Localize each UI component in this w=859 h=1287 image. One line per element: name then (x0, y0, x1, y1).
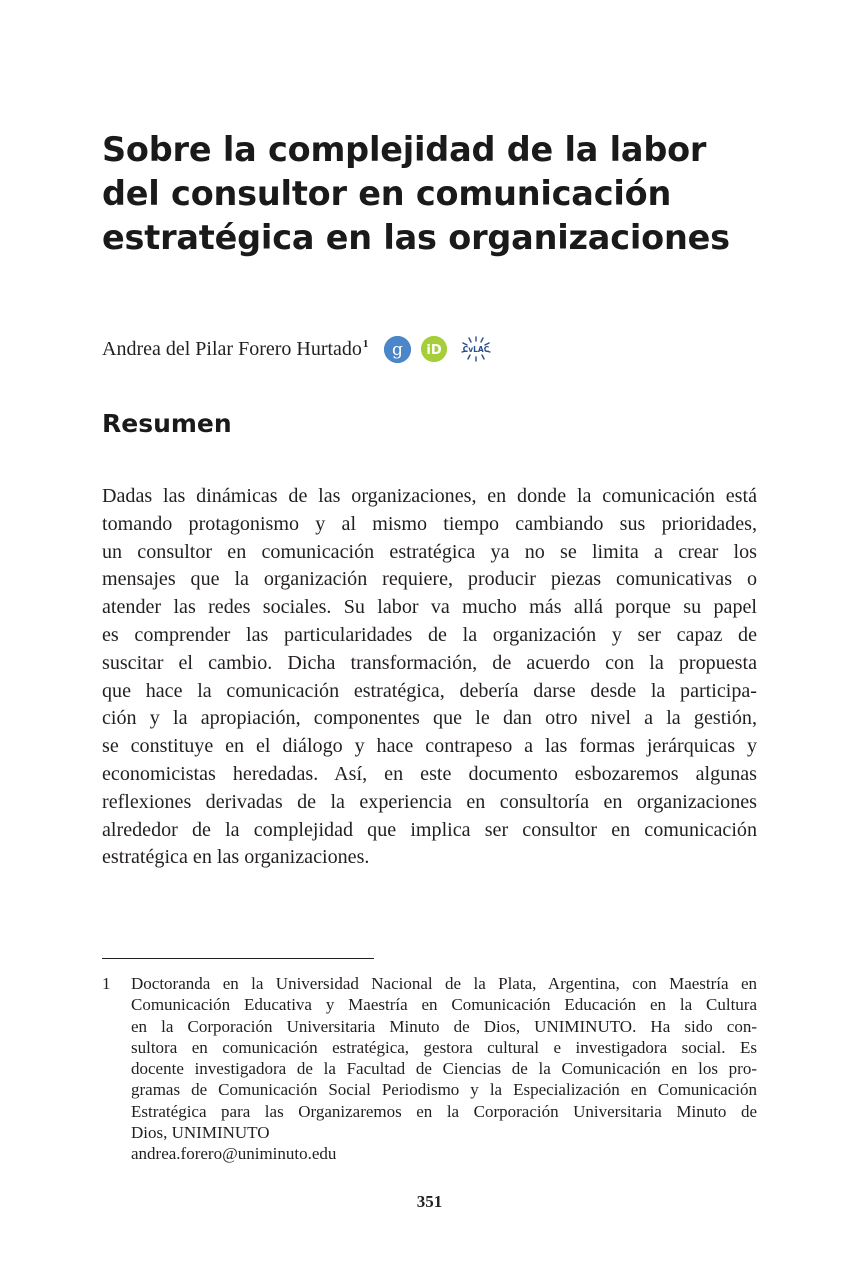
author-line (102, 334, 505, 364)
abstract-line: es comprender las particularidades de la organización y ser capaz de (102, 623, 757, 646)
abstract-line: tomando protagonismo y al mismo tiempo cambiando sus prioridades, (102, 512, 757, 535)
svg-text:iD: iD (426, 343, 443, 358)
footnote-line: gramas de Comunicación Social Periodismo y la Especialización en Comunicación (131, 1080, 757, 1100)
abstract-line: economicistas heredadas. Así, en este documento esbozaremos algunas (102, 762, 757, 785)
abstract-line: atender las redes sociales. Su labor va mucho más allá porque su papel (102, 596, 757, 619)
abstract-paragraph (102, 483, 757, 872)
footnote-text (131, 973, 757, 1165)
abstract-line: Dadas las dinámicas de las organizaciones, en donde la comunicación está (102, 485, 757, 507)
abstract-line: mensajes que la organización requiere, producir piezas comunicativas o (102, 568, 757, 591)
footnote-line: Estratégica para las Organizaremos en la Corporación Universitaria Minuto de (131, 1101, 757, 1121)
abstract-line: ción y la apropiación, componentes que le dan otro nivel a la gestión, (102, 707, 757, 730)
footnote-line: Doctoranda en la Universidad Nacional de la Plata, Argentina, con Maestría en (131, 974, 757, 993)
abstract-line: se constituye en el diálogo y hace contrapeso a las formas jerárquicas y (102, 735, 757, 758)
footnote-number: 1 (102, 974, 111, 993)
title-line: estratégica en las organizaciones (102, 218, 730, 257)
orcid-icon[interactable] (421, 336, 447, 362)
abstract-line: reflexiones derivadas de la experiencia en consultoría en organizaciones (102, 790, 757, 813)
author-name: Andrea del Pilar Forero Hurtado (102, 337, 362, 360)
author-profile-links (384, 334, 505, 364)
abstract-line: suscitar el cambio. Dicha transformación, de acuerdo con la propuesta (102, 651, 757, 674)
title-line: Sobre la complejidad de la labor (102, 130, 707, 169)
svg-text:CvLAC: CvLAC (463, 345, 490, 354)
google-scholar-icon[interactable] (384, 336, 411, 363)
abstract-line: un consultor en comunicación estratégica ya no se limita a crear los (102, 540, 757, 563)
abstract-line: estratégica en las organizaciones. (102, 846, 370, 869)
footnote-line: Comunicación Educativa y Maestría en Comunicación Educación en la Cultura (131, 995, 757, 1015)
cvlac-icon[interactable] (457, 334, 495, 364)
footnote-separator (102, 958, 374, 959)
title-line: del consultor en comunicación (102, 174, 672, 213)
footnote-line: sultora en comunicación estratégica, gestora cultural e investigadora social. Es (131, 1037, 757, 1057)
footnote-line: docente investigadora de la Facultad de Ciencias de la Comunicación en los pro- (131, 1059, 757, 1079)
abstract-line: que hace la comunicación estratégica, debería darse desde la participa- (102, 679, 757, 702)
author-footnote-mark[interactable]: 1 (362, 338, 369, 350)
author-email-link[interactable]: andrea.forero@uniminuto.edu (131, 1144, 337, 1164)
svg-text:g: g (392, 339, 404, 360)
footnote-line: Dios, UNIMINUTO (131, 1123, 270, 1143)
article-title (102, 128, 802, 260)
abstract-heading: Resumen (102, 409, 232, 438)
abstract-line: alrededor de la complejidad que implica ser consultor en comunicación (102, 818, 757, 841)
page-number: 351 (416, 1192, 443, 1211)
footnote-line: en la Corporación Universitaria Minuto de Dios, UNIMINUTO. Ha sido con- (131, 1016, 757, 1036)
